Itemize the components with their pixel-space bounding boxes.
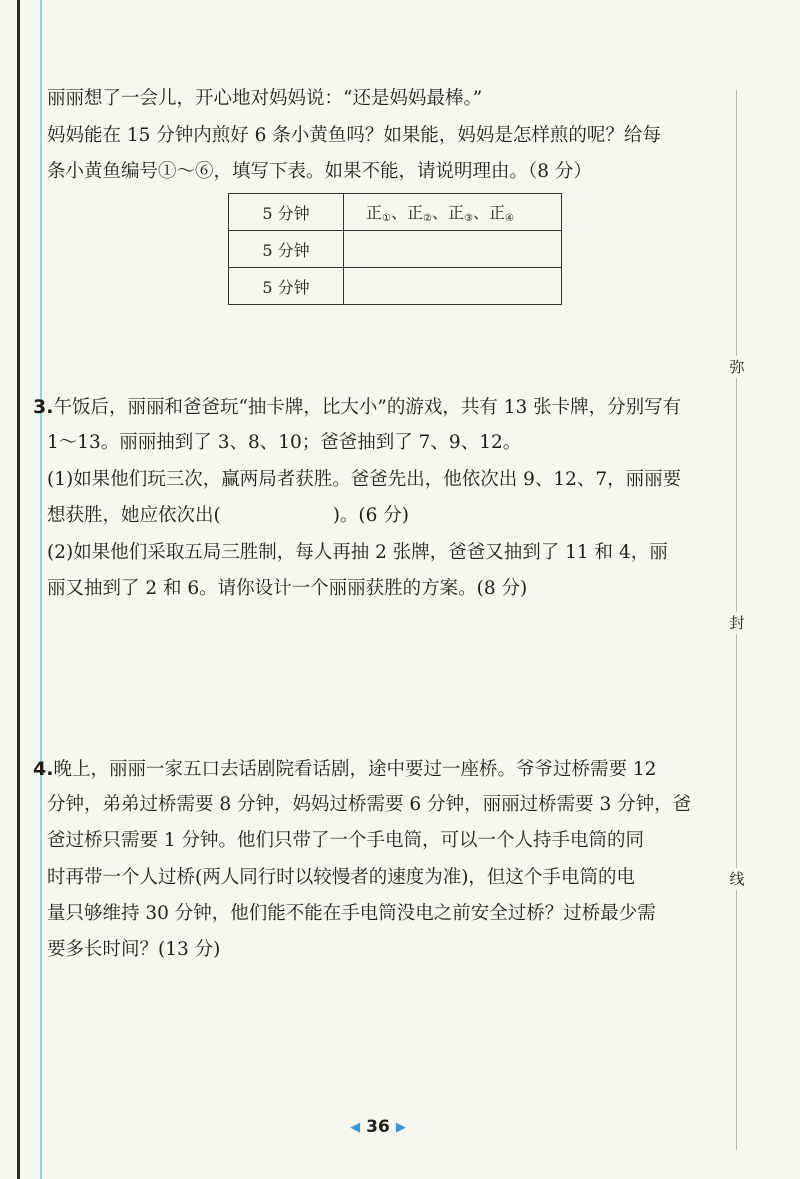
binding-mark-feng: 封	[729, 614, 745, 632]
q3-line-1-text: 午饭后，丽丽和爸爸玩“抽卡牌，比大小”的游戏，共有 13 张卡牌，分别写有	[53, 397, 682, 418]
page-number: 36	[366, 1117, 390, 1137]
binding-mark-mi: 弥	[729, 358, 745, 376]
table-row	[229, 268, 562, 305]
table-cell-time: 5 分钟	[229, 194, 344, 231]
table-cell-answer-blank[interactable]	[344, 268, 562, 305]
q3-number: 3.	[33, 396, 54, 418]
q4-line-5: 量只够维持 30 分钟，他们能不能在手电筒没电之前安全过桥？过桥最少需	[47, 903, 656, 924]
q4-line-1	[33, 756, 713, 783]
q4-number: 4.	[33, 758, 54, 780]
q2-line-1: 丽丽想了一会儿，开心地对妈妈说：“还是妈妈最棒。”	[47, 88, 483, 109]
zheng-1: 正	[366, 203, 383, 222]
q4-line-2: 分钟，弟弟过桥需要 8 分钟，妈妈过桥需要 6 分钟，丽丽过桥需要 3 分钟，爸	[47, 794, 692, 815]
circled-1: ①	[382, 213, 391, 224]
sep-1: 、	[390, 203, 407, 222]
page-edge-blue-line	[40, 0, 42, 1179]
q3-line-5: (2)如果他们采取五局三胜制，每人再抽 2 张牌，爸爸又抽到了 11 和 4，丽	[47, 542, 668, 563]
zheng-4: 正	[489, 203, 506, 222]
sep-3: 、	[472, 203, 489, 222]
left-arrow-icon: ◀	[350, 1120, 361, 1135]
circled-3: ③	[464, 213, 473, 224]
binding-mark-xian: 线	[729, 870, 745, 888]
table-cell-answer-blank[interactable]	[344, 231, 562, 268]
circled-4: ④	[505, 213, 514, 224]
q4-line-1-text: 晚上，丽丽一家五口去话剧院看话剧，途中要过一座桥。爷爷过桥需要 12	[53, 759, 657, 780]
q4-line-3: 爸过桥只需要 1 分钟。他们只带了一个手电筒，可以一个人持手电筒的同	[47, 830, 645, 851]
q2-line-3: 条小黄鱼编号①～⑥，填写下表。如果不能，请说明理由。（8 分）	[47, 161, 592, 182]
q3-line-4-text-after: )。(6 分)	[332, 505, 410, 526]
table-cell-time: 5 分钟	[229, 231, 344, 268]
sep-2: 、	[431, 203, 448, 222]
q4-line-4: 时再带一个人过桥(两人同行时以较慢者的速度为准)，但这个手电筒的电	[47, 867, 635, 888]
q3-line-4	[47, 503, 727, 529]
table-cell-time: 5 分钟	[229, 268, 344, 305]
right-arrow-icon: ▶	[395, 1120, 406, 1135]
q3-line-1	[33, 394, 713, 421]
fish-frying-table	[228, 193, 562, 305]
page-footer	[338, 1117, 418, 1137]
page-edge-left	[17, 0, 20, 1179]
q3-line-4-text-before: 想获胜，她应依次出(	[47, 505, 221, 526]
circled-2: ②	[423, 213, 432, 224]
q2-line-2: 妈妈能在 15 分钟内煎好 6 条小黄鱼吗？如果能，妈妈是怎样煎的呢？给每	[47, 125, 661, 146]
zheng-2: 正	[407, 203, 424, 222]
zheng-3: 正	[448, 203, 465, 222]
q3-line-3: (1)如果他们玩三次，赢两局者获胜。爸爸先出，他依次出 9、12、7，丽丽要	[47, 469, 682, 490]
table-row	[229, 231, 562, 268]
q4-line-6: 要多长时间？(13 分)	[47, 939, 221, 960]
q3-line-2: 1～13。丽丽抽到了 3、8、10；爸爸抽到了 7、9、12。	[47, 432, 522, 453]
table-cell-example	[344, 194, 562, 231]
q3-line-6: 丽又抽到了 2 和 6。请你设计一个丽丽获胜的方案。(8 分)	[47, 578, 528, 599]
table-row	[229, 194, 562, 231]
